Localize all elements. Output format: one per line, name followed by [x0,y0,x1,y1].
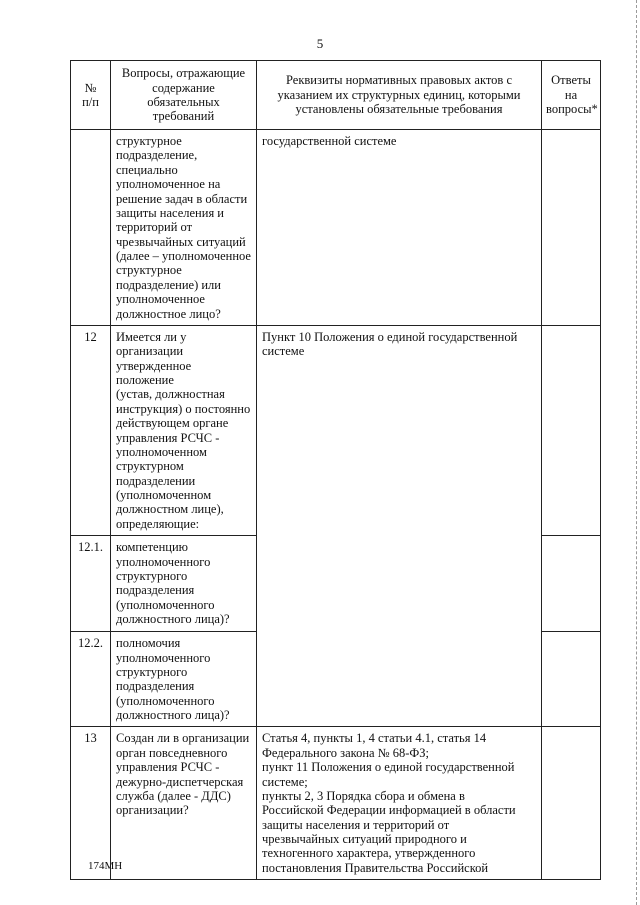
row-answer-cell[interactable] [542,325,601,535]
row-num: 12 [71,325,111,535]
row-reference: Статья 4, пункты 1, 4 статьи 4.1, статья 14 Федерального закона № 68-ФЗ; пункт 11 Положения о единой государственной системе; пункты 2, 3 Порядка сбора и обмена в Российской Федерации информацией в области защиты населения и территорий от чрезвычайных ситуаций природного и техногенного характера, утвержденного постановления Правительства Российской [257,727,542,880]
row-num: 12.2. [71,632,111,727]
row-question: Создан ли в организации орган повседневного управления РСЧС - дежурно-диспетчерская служба (далее - ДДС) организации? [111,727,257,880]
requirements-table [70,60,601,880]
row-num: 12.1. [71,536,111,632]
row-question: структурное подразделение, специально уполномоченное на решение задач в области защиты населения и территорий от чрезвычайных ситуаций (далее – уполномоченное структурное подразделение) или уполномоченное должностное лицо? [111,130,257,326]
row-answer-cell[interactable] [542,130,601,326]
footer-code: 174МН [88,860,123,872]
table-header-row [71,61,601,130]
header-num: № п/п [71,61,111,130]
row-num [71,130,111,326]
header-reference: Реквизиты нормативных правовых актов с указанием их структурных единиц, которыми установлены обязательные требования [257,61,542,130]
page-number: 5 [316,36,324,51]
header-answer: Ответы на вопросы* [542,61,601,130]
row-question: компетенцию уполномоченного структурного подразделения (уполномоченного должностного лица)? [111,536,257,632]
row-answer-cell[interactable] [542,536,601,632]
row-answer-cell[interactable] [542,632,601,727]
table-row [71,325,601,535]
table-row [71,130,601,326]
row-question: Имеется ли у организации утвержденное положение (устав, должностная инструкция) о постоянно действующем органе управления РСЧС - уполномоченном структурном подразделении (уполномоченном должностном лице), определяющие: [111,325,257,535]
page-edge-line [635,0,637,905]
row-reference: государственной системе [257,130,542,326]
row-reference: Пункт 10 Положения о единой государственной системе [257,325,542,727]
header-question: Вопросы, отражающие содержание обязательных требований [111,61,257,130]
row-num: 13 [71,727,111,880]
row-answer-cell[interactable] [542,727,601,880]
row-question: полномочия уполномоченного структурного подразделения (уполномоченного должностного лица)? [111,632,257,727]
table-row [71,727,601,880]
